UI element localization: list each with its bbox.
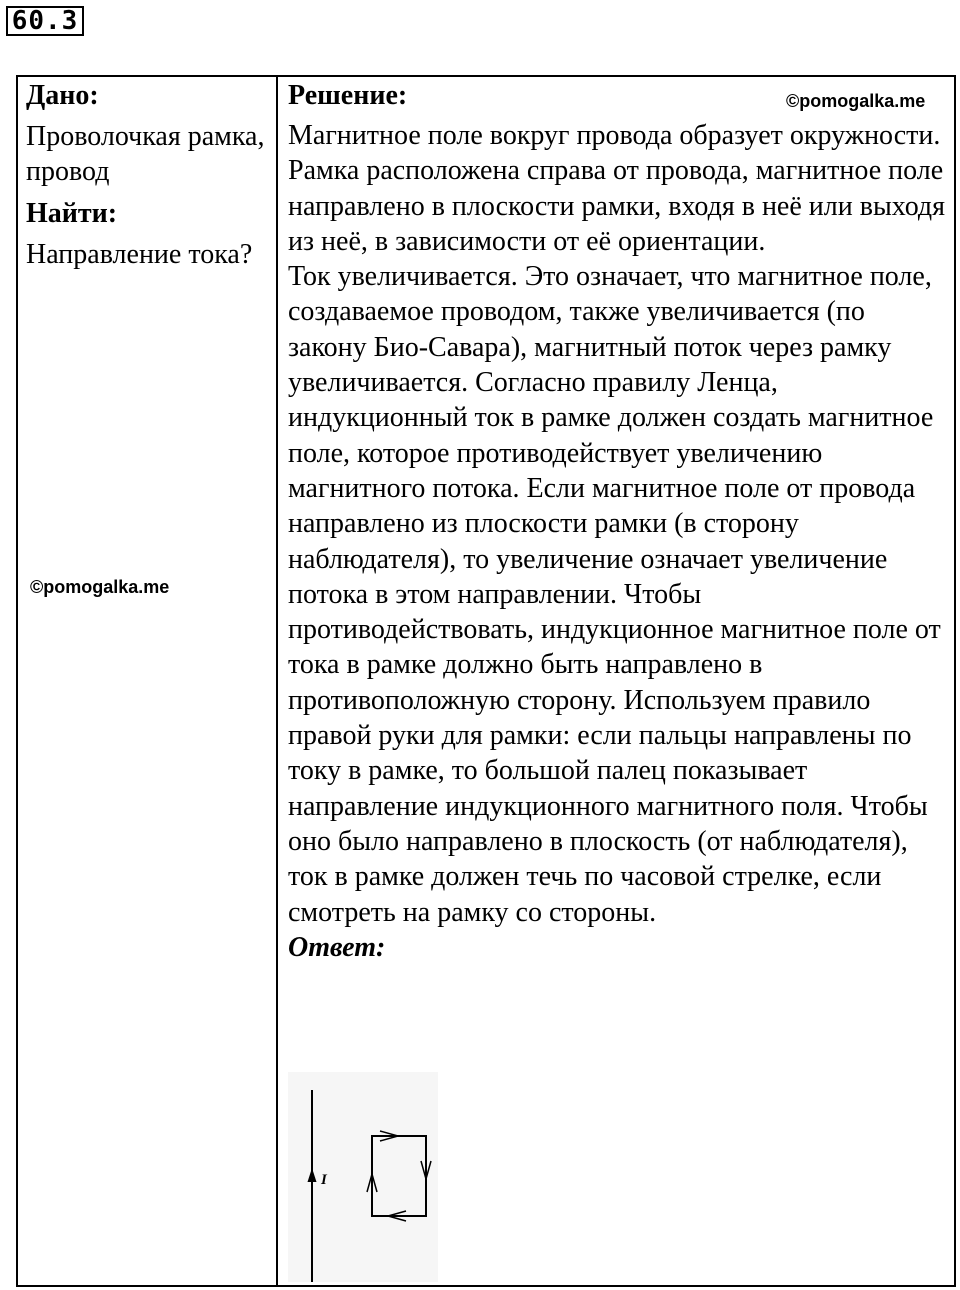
problem-number: 60.3 [6, 6, 84, 36]
solution-paragraph-2: Ток увеличивается. Это означает, что магнитное поле, создаваемое проводом, также увеличивается (по закону Био-Савара), магнитный поток через рамку увеличивается. Согласно правилу Ленца, индукционный ток в рамке должен создать магнитное поле, которое противодействует увеличению магнитного потока. Если магнитное поле от провода направлено из плоскости рамки (в сторону наблюдателя), то увеличение означает увеличение потока в этом направлении. Чтобы противодействовать, индукционное магнитное поле от тока в рамке должно быть направлено в противоположную сторону. Используем правило правой руки для рамки: если пальцы направлены по току в рамке, то большой палец показывает направление индукционного магнитного поля. Чтобы оно было направлено в плоскость (от наблюдателя), ток в рамке должен течь по часовой стрелке, если смотреть на рамку со стороны. [288, 261, 941, 928]
column-divider [276, 75, 278, 1287]
given-heading: Дано: [26, 80, 99, 111]
current-label: I [321, 1172, 327, 1188]
answer-diagram [288, 1072, 438, 1282]
watermark-left: ©pomogalka.me [30, 577, 170, 597]
find-heading: Найти: [26, 197, 118, 229]
solution-heading: Решение: [288, 80, 408, 111]
answer-heading: Ответ: [288, 931, 386, 963]
solution-column [288, 78, 948, 965]
given-text: Проволочкая рамка, провод [26, 121, 265, 188]
solution-paragraph-1: Магнитное поле вокруг провода образует окружности. Рамка расположена справа от провода, магнитное поле направлено в плоскости рамки, входя в неё или выходя из неё, в зависимости от её ориентации. [288, 120, 946, 257]
given-column [26, 78, 270, 272]
find-text: Направление тока? [26, 238, 253, 270]
watermark-right: ©pomogalka.me [786, 91, 926, 111]
